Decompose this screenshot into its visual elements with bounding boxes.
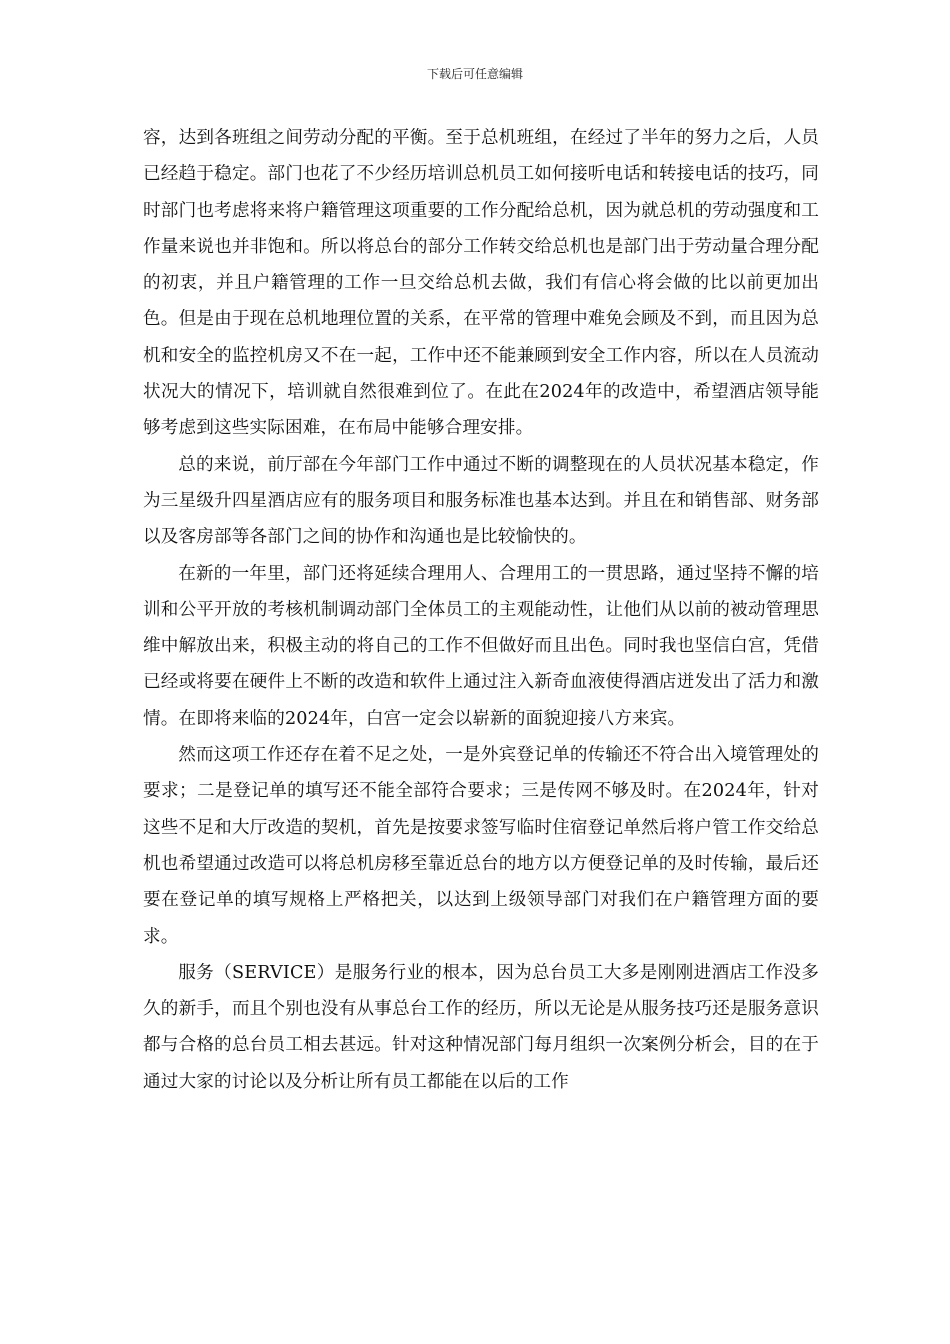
paragraph-4: 然而这项工作还存在着不足之处，一是外宾登记单的传输还不符合出入境管理处的要求；二是登记单的填写还不能全部符合要求；三是传网不够及时。在2024年，针对这些不足和大厅改造的契机，首先是按要求签写临时住宿登记单然后将户管工作交给总机也希望通过改造可以将总机房移至靠近总台的地方以方便登记单的及时传输，最后还要在登记单的填写规格上严格把关，以达到上级领导部门对我们在户籍管理方面的要求。 bbox=[143, 745, 819, 947]
page-header: 下载后可任意编辑 bbox=[426, 67, 523, 81]
paragraph-2: 总的来说，前厅部在今年部门工作中通过不断的调整现在的人员状况基本稳定，作为三星级升四星酒店应有的服务项目和服务标准也基本达到。并且在和销售部、财务部以及客房部等各部门之间的协作和沟通也是比较愉快的。 bbox=[143, 454, 819, 548]
paragraph-3: 在新的一年里，部门还将延续合理用人、合理用工的一贯思路，通过坚持不懈的培训和公平开放的考核机制调动部门全体员工的主观能动性，让他们从以前的被动管理思维中解放出来，积极主动的将自己的工作不但做好而且出色。同时我也坚信白宫，凭借已经或将要在硬件上不断的改造和软件上通过注入新奇血液使得酒店迸发出了活力和激情。在即将来临的2024年，白宫一定会以崭新的面貌迎接八方来宾。 bbox=[143, 563, 819, 729]
paragraph-5: 服务（SERVICE）是服务行业的根本，因为总台员工大多是刚刚进酒店工作没多久的新手，而且个别也没有从事总台工作的经历，所以无论是从服务技巧还是服务意识都与合格的总台员工相去甚远。针对这种情况部门每月组织一次案例分析会，目的在于通过大家的讨论以及分析让所有员工都能在以后的工作 bbox=[143, 962, 819, 1092]
document-body bbox=[143, 120, 819, 1100]
paragraph-1: 容，达到各班组之间劳动分配的平衡。至于总机班组，在经过了半年的努力之后，人员已经趋于稳定。部门也花了不少经历培训总机员工如何接听电话和转接电话的技巧，同时部门也考虑将来将户籍管理这项重要的工作分配给总机，因为就总机的劳动强度和工作量来说也并非饱和。所以将总台的部分工作转交给总机也是部门出于劳动量合理分配的初衷，并且户籍管理的工作一旦交给总机去做，我们有信心将会做的比以前更加出色。但是由于现在总机地理位置的关系，在平常的管理中难免会顾及不到，而且因为总机和安全的监控机房又不在一起，工作中还不能兼顾到安全工作内容，所以在人员流动状况大的情况下，培训就自然很难到位了。在此在2024年的改造中，希望酒店领导能够考虑到这些实际困难，在布局中能够合理安排。 bbox=[143, 128, 819, 439]
